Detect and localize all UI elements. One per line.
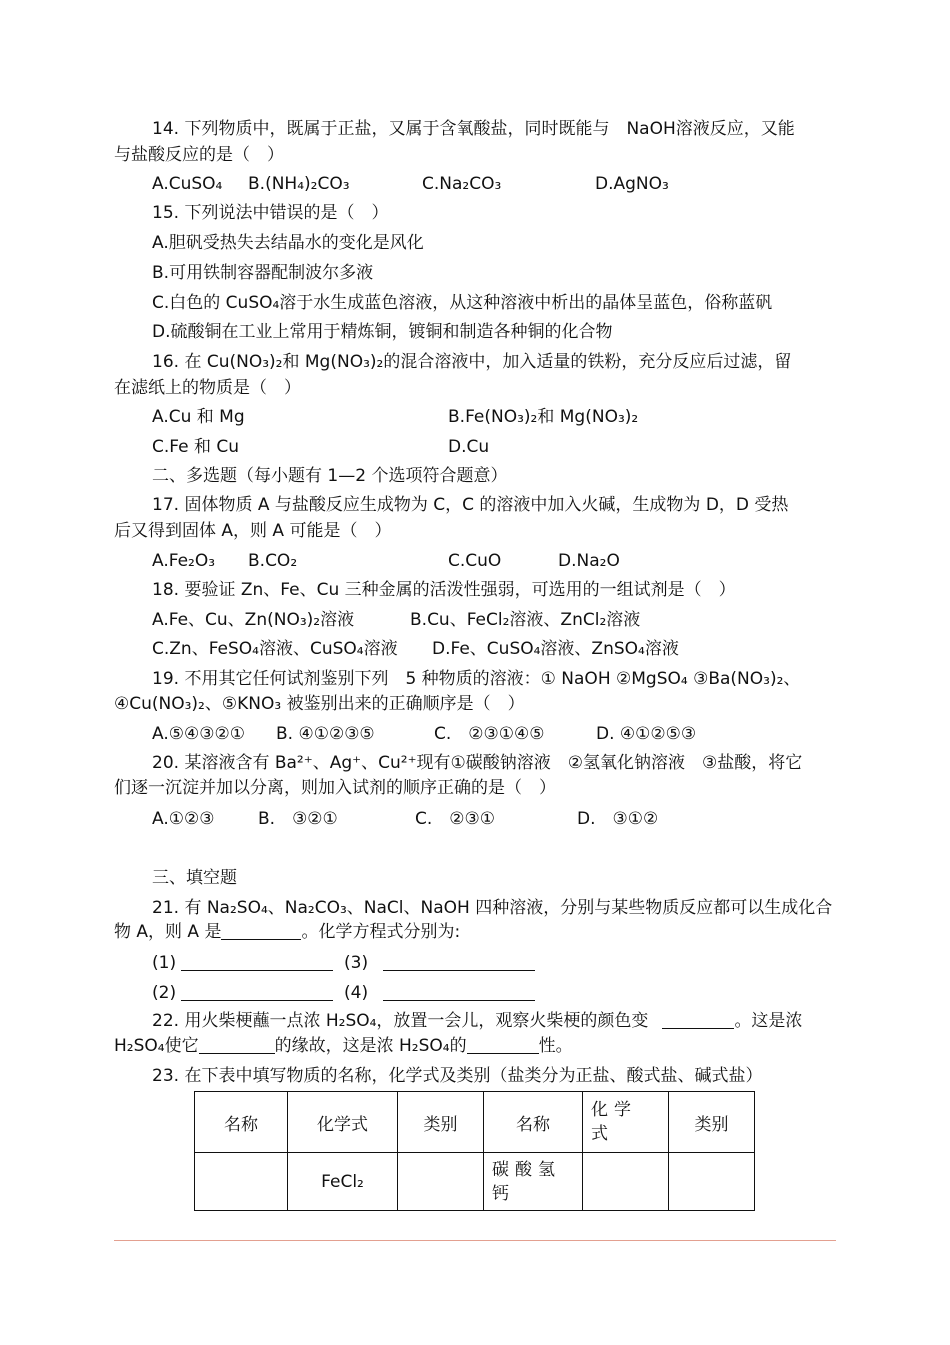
q18-option-a: A.Fe、Cu、Zn(NO₃)₂溶液 <box>152 610 355 630</box>
q16-option-a: A.Cu 和 Mg <box>152 407 245 427</box>
q21-stem-line2 <box>114 921 460 943</box>
q17-option-a: A.Fe₂O₃ <box>152 551 216 571</box>
q21-eq4-label: (4) <box>344 983 369 1003</box>
q14-option-a: A.CuSO₄ <box>152 174 223 194</box>
q19-stem-line2: ④Cu(NO₃)₂、⑤KNO₃ 被鉴别出来的正确顺序是（ ） <box>114 694 525 714</box>
q21-stem-text: 物 A，则 A 是 <box>114 922 222 942</box>
header-category-2: 类别 <box>669 1092 755 1153</box>
q17-stem-line2: 后又得到固体 A，则 A 可能是（ ） <box>114 521 392 541</box>
header-formula-2 <box>583 1092 669 1153</box>
q20-stem-line2: 们逐一沉淀并加以分离，则加入试剂的顺序正确的是（ ） <box>114 778 556 798</box>
cell-name-1[interactable] <box>195 1153 288 1211</box>
q23-stem: 23. 在下表中填写物质的名称，化学式及类别（盐类分为正盐、酸式盐、碱式盐） <box>152 1066 763 1086</box>
q17-option-c: C.CuO <box>448 551 502 571</box>
cell-category-1[interactable] <box>398 1153 484 1211</box>
q20-option-d: D. ③①② <box>577 809 659 829</box>
q17-option-b: B.CO₂ <box>248 551 298 571</box>
q21-answer-blank[interactable] <box>221 921 301 940</box>
header-name-2: 名称 <box>484 1092 583 1153</box>
q14-option-b: B.(NH₄)₂CO₃ <box>248 174 350 194</box>
q19-option-d: D. ④①②⑤③ <box>596 724 697 744</box>
q19-option-c: C. ②③①④⑤ <box>434 724 545 744</box>
q21-eq2-label: (2) <box>152 983 177 1003</box>
q21-eq4-blank[interactable] <box>383 982 535 1001</box>
header-formula-2-text: 化学式 <box>591 1100 637 1144</box>
q19-stem-line1: 19. 不用其它任何试剂鉴别下列 5 种物质的溶液：① NaOH ②MgSO₄ ③Ba(NO₃)₂、 <box>152 669 801 689</box>
q15-option-c: C.白色的 CuSO₄溶于水生成蓝色溶液，从这种溶液中析出的晶体呈蓝色，俗称蓝矾 <box>152 293 773 313</box>
q21-eq3-label: (3) <box>344 953 369 973</box>
q20-stem-line1: 20. 某溶液含有 Ba²⁺、Ag⁺、Cu²⁺现有①碳酸钠溶液 ②氢氧化钠溶液 ③盐酸，将它 <box>152 753 803 773</box>
q22-text-b: 。这是浓 <box>734 1011 803 1031</box>
q16-stem-line2: 在滤纸上的物质是（ ） <box>114 378 301 398</box>
q19-option-b: B. ④①②③⑤ <box>276 724 375 744</box>
q14-option-d: D.AgNO₃ <box>595 174 669 194</box>
q18-option-b: B.Cu、FeCl₂溶液、ZnCl₂溶液 <box>410 610 641 630</box>
q22-text-e: 性。 <box>538 1036 573 1056</box>
q15-option-b: B.可用铁制容器配制波尔多液 <box>152 263 374 283</box>
cell-name-2-text: 碳酸氢钙 <box>492 1159 561 1204</box>
q16-stem-line1: 16. 在 Cu(NO₃)₂和 Mg(NO₃)₂的混合溶液中，加入适量的铁粉，充分反应后过滤，留 <box>152 352 792 372</box>
q14-stem-line1: 14. 下列物质中，既属于正盐，又属于含氧酸盐，同时既能与 NaOH溶液反应，又能 <box>152 119 795 139</box>
q18-option-d: D.Fe、CuSO₄溶液、ZnSO₄溶液 <box>432 639 679 659</box>
q16-option-b: B.Fe(NO₃)₂和 Mg(NO₃)₂ <box>448 407 639 427</box>
q15-stem: 15. 下列说法中错误的是（ ） <box>152 203 389 223</box>
q16-option-c: C.Fe 和 Cu <box>152 437 240 457</box>
q19-option-a: A.⑤④③②① <box>152 724 245 744</box>
page-divider <box>114 1240 836 1241</box>
q17-option-d: D.Na₂O <box>558 551 620 571</box>
cell-formula-2[interactable] <box>583 1153 669 1211</box>
q21-stem-line1: 21. 有 Na₂SO₄、Na₂CO₃、NaCl、NaOH 四种溶液，分别与某些物质反应都可以生成化合 <box>152 898 833 918</box>
header-name-1: 名称 <box>195 1092 288 1153</box>
q21-eq2-blank[interactable] <box>181 982 333 1001</box>
q22-property-blank[interactable] <box>467 1035 539 1054</box>
q18-option-c: C.Zn、FeSO₄溶液、CuSO₄溶液 <box>152 639 398 659</box>
q22-color-blank[interactable] <box>662 1010 734 1029</box>
q15-option-d: D.硫酸铜在工业上常用于精炼铜，镀铜和制造各种铜的化合物 <box>152 322 613 342</box>
q16-option-d: D.Cu <box>448 437 490 457</box>
q21-eq3-blank[interactable] <box>383 952 535 971</box>
q17-stem-line1: 17. 固体物质 A 与盐酸反应生成物为 C，C 的溶液中加入火碱，生成物为 D，D 受热 <box>152 495 789 515</box>
q14-option-c: C.Na₂CO₃ <box>422 174 502 194</box>
q22-reason-blank[interactable] <box>199 1035 275 1054</box>
q20-option-c: C. ②③① <box>415 809 495 829</box>
cell-name-2 <box>484 1153 583 1211</box>
section-heading-multiple-choice: 二、多选题（每小题有 1—2 个选项符合题意） <box>152 466 508 486</box>
q21-eq1-label: (1) <box>152 953 177 973</box>
q20-option-a: A.①②③ <box>152 809 215 829</box>
q21-eq1-blank[interactable] <box>181 952 333 971</box>
q22-text-c: H₂SO₄使它 <box>114 1036 199 1056</box>
section-heading-fill-in: 三、填空题 <box>152 868 237 888</box>
q23-table <box>194 1091 755 1211</box>
cell-category-2[interactable] <box>669 1153 755 1211</box>
header-formula-1: 化学式 <box>288 1092 398 1153</box>
cell-formula-1: FeCl₂ <box>288 1153 398 1211</box>
q15-option-a: A.胆矾受热失去结晶水的变化是风化 <box>152 233 424 253</box>
q18-stem: 18. 要验证 Zn、Fe、Cu 三种金属的活泼性强弱，可选用的一组试剂是（ ） <box>152 580 736 600</box>
table-row <box>195 1153 755 1211</box>
q22-stem-line2 <box>114 1035 573 1057</box>
header-category-1: 类别 <box>398 1092 484 1153</box>
q20-option-b: B. ③②① <box>258 809 338 829</box>
q14-stem-line2: 与盐酸反应的是（ ） <box>114 145 284 165</box>
q21-stem-text-tail: 。化学方程式分别为: <box>301 922 461 942</box>
q22-text-d: 的缘故，这是浓 H₂SO₄的 <box>274 1036 467 1056</box>
table-header-row <box>195 1092 755 1153</box>
q22-text-a: 22. 用火柴梗蘸一点浓 H₂SO₄，放置一会儿，观察火柴梗的颜色变 <box>152 1011 649 1031</box>
q22-stem-line1 <box>152 1010 802 1032</box>
